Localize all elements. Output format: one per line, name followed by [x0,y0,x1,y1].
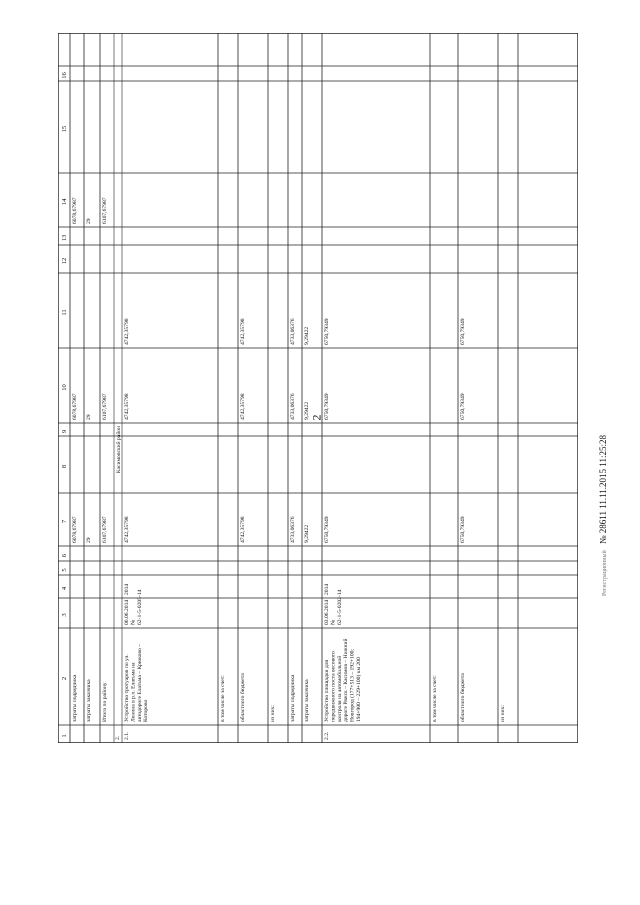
r22b-col-2-cell: областного бюджета [460,673,466,722]
r21c-col-2-cell: из них: [270,705,276,722]
r21d-col-2-cell: затраты подрядчика [290,674,296,722]
r22-col-1-cell: 2.2. [324,731,330,740]
column-header-12: 12 [61,257,68,265]
r21d-col-11-cell: 4733,06376 [290,318,296,345]
r21a-col-2-cell: в том числе за счет: [220,675,226,722]
r21e-col-11-cell: 9,29422 [304,326,310,345]
section-title: Касимовский район [116,425,122,474]
r21-col-10-cell: 4742,35798 [124,393,130,420]
r21b-col-11-cell: 4742,35798 [240,318,246,345]
r1-col-7-cell: 6078,67987 [72,516,78,543]
registration-stamp-label: Регистрационный [602,550,608,596]
r21-col-3-cell: 06.06.2014№62-1-5-0205-14 [124,589,143,625]
r2-col-10-cell: 29 [86,414,92,420]
registration-number: № 28611 11.11.2015 11:25:28 [598,435,608,545]
column-header-6: 6 [61,553,68,558]
r21-col-2-cell: Устройство тротуаров по ул.Ленина в р.п. Елатьма наавтодороге Елатьма – Крюково –Которово [124,644,150,722]
r3-col-14-cell: 6107,67987 [102,197,108,224]
column-header-16: 16 [61,72,68,79]
r1-col-2-cell: затраты подрядчика [72,674,78,722]
column-header-8: 8 [61,464,68,469]
r22c-col-2-cell: из них: [500,705,506,722]
r22-col-11-cell: 6750,79349 [324,318,330,345]
page-number: 2 [309,414,324,421]
section-number: 2. [115,735,121,740]
r2-col-2-cell: затраты заказчика [86,679,92,722]
r22a-col-2-cell: в том числе за счет: [432,675,438,722]
column-header-15: 15 [61,125,68,133]
r22-col-4-cell: 2014 [324,583,330,595]
r22-col-3-cell: 03.06.2014№62-1-5-0202-14 [324,589,343,625]
r21d-col-10-cell: 4733,06376 [290,393,296,420]
r21b-col-2-cell: областного бюджета [240,673,246,722]
column-header-3: 3 [61,613,68,617]
column-header-13: 13 [61,234,68,242]
r21-col-11-cell: 4742,35798 [124,318,130,345]
r22b-col-10-cell: 6750,79349 [460,393,466,420]
r21e-col-2-cell: затраты заказчика [304,679,310,722]
r3-col-10-cell: 6107,67987 [102,393,108,420]
r21-col-7-cell: 4742,35798 [124,516,130,543]
r3-col-7-cell: 6107,67987 [102,516,108,543]
column-header-2: 2 [61,676,68,681]
budget-table [58,33,578,743]
column-header-11: 11 [61,309,68,316]
r22-col-7-cell: 6750,79349 [324,516,330,543]
r22b-col-11-cell: 6750,79349 [460,318,466,345]
column-header-1: 1 [61,734,68,738]
column-header-14: 14 [61,198,68,206]
r21e-col-7-cell: 9,29422 [304,524,310,543]
column-header-9: 9 [61,429,68,434]
r1-col-10-cell: 6078,67987 [72,393,78,420]
column-header-7: 7 [61,519,68,524]
r3-col-2-cell: Итого по району [102,682,108,722]
column-header-4: 4 [61,586,68,591]
r21b-col-10-cell: 4742,35798 [240,393,246,420]
r21b-col-7-cell: 4742,35798 [240,516,246,543]
r22-col-10-cell: 6750,79349 [324,393,330,420]
column-header-5: 5 [61,568,68,572]
r1-col-14-cell: 6078,67987 [72,197,78,224]
r22b-col-7-cell: 6750,79349 [460,516,466,543]
r21-col-4-cell: 2014 [124,583,130,595]
r2-col-7-cell: 29 [86,537,92,543]
r21-col-1-cell: 2.1. [124,731,130,740]
r22-col-2-cell: Устройство площадки дляпередвижного поста весовогоконтроля на автомобильнойдороге Ряжск – Касимов – НижнийНовгород (177+513 – 192+100;194+900 – 229+100) км 200 [324,638,362,722]
r21e-col-10-cell: 9,29422 [304,401,310,420]
column-header-10: 10 [61,384,68,391]
r2-col-14-cell: 29 [86,218,92,224]
r21d-col-7-cell: 4733,06376 [290,516,296,543]
